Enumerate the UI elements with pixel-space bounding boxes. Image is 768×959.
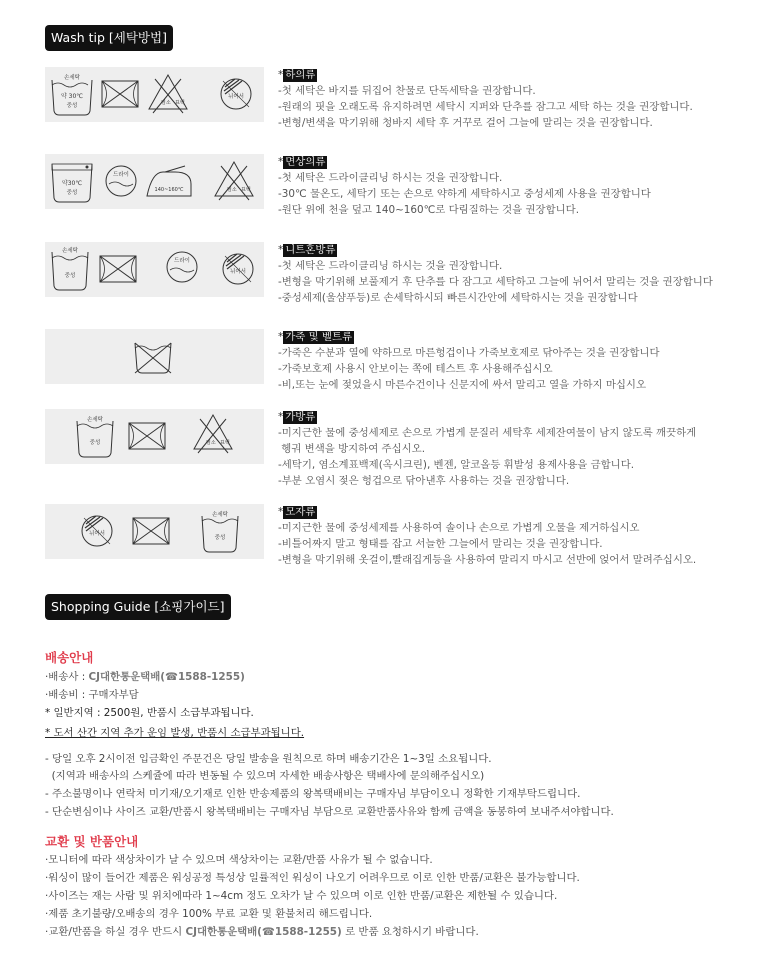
delivery-note-1: * 일반지역 : 2500원, 반품시 소급부과됩니다.: [45, 707, 254, 719]
hand-wash-icon: [77, 415, 113, 457]
delivery-rule: - 단순변심이나 사이즈 교환/반품시 왕복택배비는 구매자님 부담으로 교환반품사유와 함께 금액을 동봉하여 보내주셔야합니다.: [45, 806, 614, 818]
care-icons-box: [45, 504, 264, 559]
care-icons-box: [45, 409, 264, 464]
svg-text:뉘어서: 뉘어서: [89, 531, 105, 537]
category-label: 면상의류: [285, 156, 326, 168]
machine-wash-30-icon: [52, 164, 92, 202]
hand-wash-icon: [202, 510, 238, 552]
wash-text-knit: * 니트혼방류 -첫 세탁은 드라이클리닝 하시는 것을 권장합니다. -변형을 막기위해 보풀제거 후 단추를 다 잠그고 세탁하고 그늘에 뉘어서 말리는 것을 권장합니다 -중성세제(울샴푸등)로 손세탁하시되 빠른시간안에 세탁하시는 것을 권장합니다: [278, 244, 713, 304]
care-icons-box: [45, 67, 264, 122]
no-tumble-dry-icon: [129, 423, 165, 449]
svg-text:중성: 중성: [89, 440, 101, 446]
delivery-rule: - 당일 오후 2시이전 입금확인 주문건은 당일 발송을 원칙으로 하며 배송기간은 1~3일 소요됩니다.: [45, 753, 492, 765]
dry-clean-icon: [106, 166, 136, 196]
svg-text:표백: 표백: [175, 100, 185, 106]
flat-dry-icon: [82, 516, 112, 546]
category-label: 모자류: [285, 506, 316, 518]
delivery-rule: - 주소불명이나 연락처 미기재/오기재로 인한 반송제품의 왕복택배비는 구매자님 부담이오니 정확한 기재부탁드립니다.: [45, 788, 581, 800]
care-icons-box: [45, 329, 264, 384]
wash-text-bags: * 가방류 -미지근한 물에 중성세제로 손으로 가볍게 문질러 세탁후 세제잔여물이 남지 않도록 깨끗하게 헹궈 변색을 방지하여 주십시오. -세탁기, 염소계표백제(옥시크린), 벤젠, 알코올등 휘발성 용제사용을 금합니다. -부분 오염시 젖은 헝겁으로 닦아낸후 사용하는 것을 권장합니다.: [278, 411, 697, 487]
svg-text:중성: 중성: [66, 190, 78, 196]
exchange-line: ·교환/반품을 하실 경우 반드시 CJ대한통운택배(☎1588-1255) 로 반품 요청하시기 바랍니다.: [45, 926, 479, 938]
category-label: 가방류: [285, 411, 316, 423]
hand-wash-30-icon: [52, 73, 92, 115]
category-label: 하의류: [285, 69, 316, 81]
svg-text:염소: 염소: [206, 440, 216, 446]
svg-text:염소: 염소: [227, 187, 237, 193]
category-label: 니트혼방류: [285, 244, 336, 256]
svg-text:드라이: 드라이: [174, 258, 190, 264]
svg-text:염소: 염소: [161, 100, 171, 106]
no-tumble-dry-icon: [100, 256, 136, 282]
exchange-line: ·모니터에 따라 색상차이가 날 수 있으며 색상차이는 교환/반품 사유가 될 수 없습니다.: [45, 854, 433, 866]
exchange-title: 교환 및 반품안내: [45, 834, 139, 849]
care-icons-box: [45, 242, 264, 297]
category-label: 가죽 및 벨트류: [285, 331, 353, 343]
delivery-title: 배송안내: [45, 650, 94, 665]
care-icons-box: [45, 154, 264, 209]
wash-text-leather: * 가죽 및 벨트류 -가죽은 수분과 열에 약하므로 마른헝겁이나 가죽보호제로 닦아주는 것을 권장합니다 -가죽보호제 사용시 안보이는 쪽에 테스트 후 사용해주십시오 -비,또는 눈에 젖었을시 마른수건이나 신문지에 싸서 말리고 열을 가하지 마십시오: [278, 331, 660, 391]
shopping-guide-header: Shopping Guide [쇼핑가이드]: [45, 594, 231, 620]
no-bleach-icon: [215, 162, 253, 200]
svg-text:140~160℃: 140~160℃: [154, 187, 184, 193]
svg-text:중성: 중성: [214, 535, 226, 541]
svg-text:약 30℃: 약 30℃: [60, 93, 84, 100]
wash-text-bottoms: * 하의류 -첫 세탁은 바지를 뒤집어 찬물로 단독세탁을 권장합니다. -원래의 핏을 오래도록 유지하려면 세탁시 지퍼와 단추를 잠그고 세탁 하는 것을 권장합니다. -변형/변색을 막기위해 청바지 세탁 후 거꾸로 걸어 그늘에 말리는 것을 권장합니다.: [278, 69, 693, 129]
svg-text:약30℃: 약30℃: [61, 180, 83, 187]
no-tumble-dry-icon: [133, 518, 169, 544]
svg-text:손세탁: 손세탁: [62, 248, 78, 254]
no-bleach-icon: [194, 415, 232, 453]
dry-clean-icon: [167, 252, 197, 282]
iron-icon: [147, 166, 191, 196]
delivery-fee: ·배송비 : 구매자부담: [45, 689, 139, 701]
flat-dry-icon: [223, 254, 253, 284]
svg-text:중성: 중성: [64, 273, 76, 279]
exchange-line: ·제품 초기불량/오배송의 경우 100% 무료 교환 및 환불처리 해드립니다.: [45, 908, 373, 920]
flat-dry-icon: [221, 79, 251, 109]
do-not-wash-icon: [135, 343, 171, 373]
svg-text:뉘어서: 뉘어서: [230, 269, 246, 275]
hand-wash-icon: [52, 246, 88, 290]
wash-tip-header: Wash tip [세탁방법]: [45, 25, 173, 51]
exchange-line: ·사이즈는 재는 사람 및 위치에따라 1~4cm 정도 오차가 날 수 있으며 이로 인한 반품/교환은 제한될 수 있습니다.: [45, 890, 558, 902]
delivery-rule: (지역과 배송사의 스케쥴에 따라 변동될 수 있으며 자세한 배송사항은 택배사에 문의해주십시오): [45, 770, 485, 782]
svg-text:표백: 표백: [241, 187, 251, 193]
exchange-line: ·워싱이 많이 들어간 제품은 워싱공정 특성상 일률적인 워싱이 나오기 어려우므로 이로 인한 반품/교환은 불가능합니다.: [45, 872, 580, 884]
svg-text:뉘어서: 뉘어서: [228, 94, 244, 100]
no-bleach-icon: [149, 75, 187, 113]
no-tumble-dry-icon: [102, 81, 138, 107]
svg-text:드라이: 드라이: [113, 172, 129, 178]
wash-text-hats: * 모자류 -미지근한 물에 중성세제를 사용하여 솔이나 손으로 가볍게 오물을 제거하십시오 -비틀어짜지 말고 형태를 잡고 서늘한 그늘에서 말리는 것을 권장합니다. -변형을 막기위해 옷걸이,빨래집게등을 사용하여 말리지 마시고 선반에 얹어서 말려주십시오.: [278, 506, 697, 566]
svg-text:중성: 중성: [66, 103, 78, 109]
svg-text:손세탁: 손세탁: [64, 75, 80, 81]
svg-text:표백: 표백: [220, 440, 230, 446]
svg-text:손세탁: 손세탁: [212, 512, 228, 518]
svg-text:손세탁: 손세탁: [87, 417, 103, 423]
delivery-carrier: ·배송사 : CJ대한통운택배(☎1588-1255): [45, 671, 245, 683]
delivery-note-2: * 도서 산간 지역 추가 운임 발생, 반품시 소급부과됩니다.: [45, 727, 305, 739]
wash-text-cotton: * 면상의류 -첫 세탁은 드라이클리닝 하시는 것을 권장합니다. -30℃ 물온도, 세탁기 또는 손으로 약하게 세탁하시고 중성세제 사용을 권장합니다 -원단 위에 천을 덮고 140~160℃로 다림질하는 것을 권장합니다.: [278, 156, 651, 216]
